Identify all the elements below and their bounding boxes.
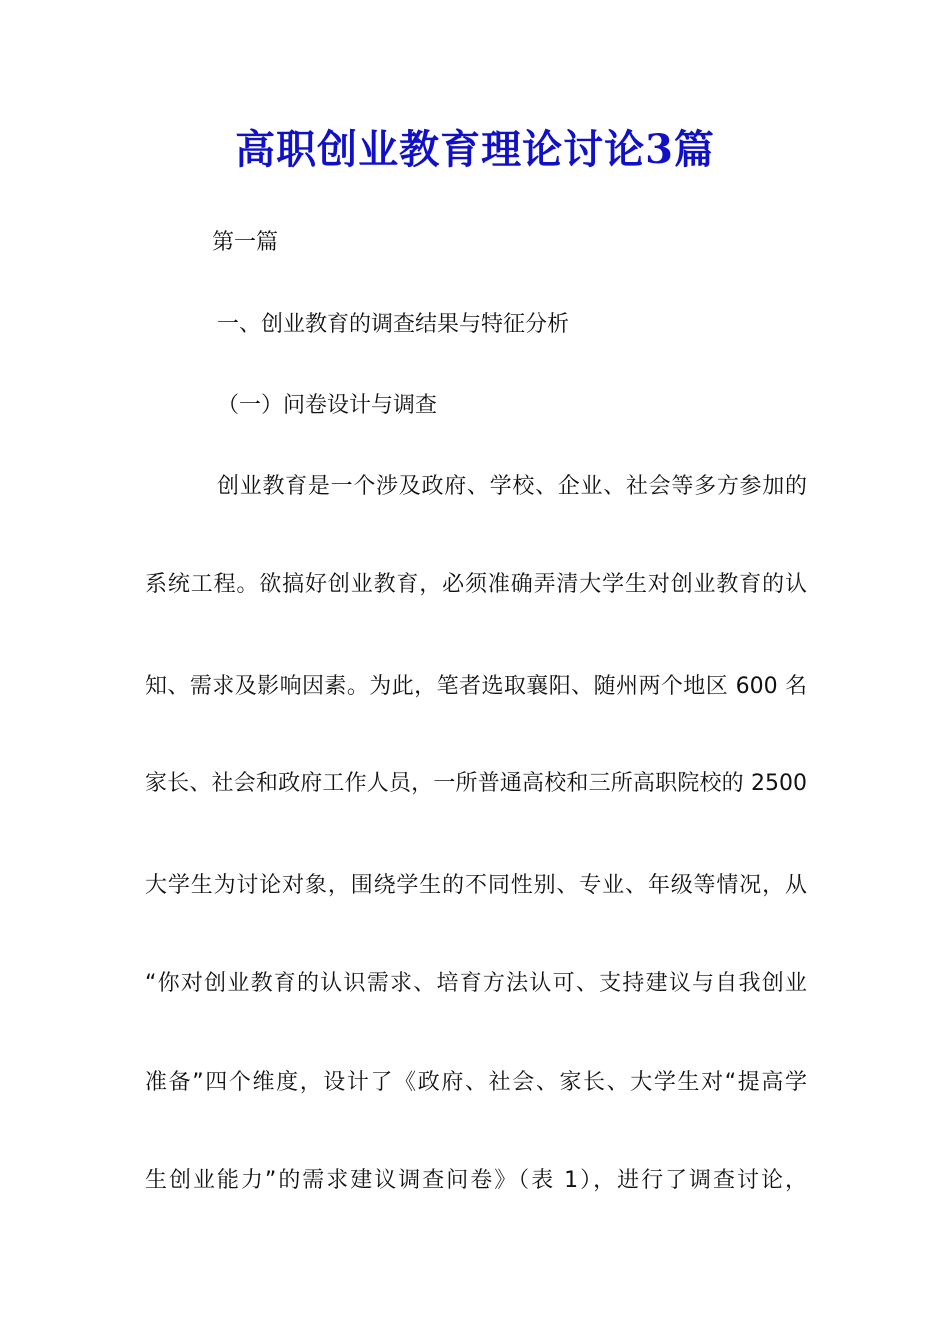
heading-level-1: 一、创业教育的调查结果与特征分析 [217,312,570,337]
section-label: 第一篇 [212,230,279,255]
paragraph-line: 家长、社会和政府工作人员，一所普通高校和三所高职院校的 2500 [145,771,807,796]
paragraph-line: “你对创业教育的认识需求、培育方法认可、支持建议与自我创业 [145,971,807,996]
paragraph-line: 创业教育是一个涉及政府、学校、企业、社会等多方参加的 [217,474,807,499]
paragraph-line: 生创业能力”的需求建议调查问卷》（表 1），进行了调查讨论， [145,1168,807,1193]
paragraph-line: 准备”四个维度，设计了《政府、社会、家长、大学生对“提高学 [145,1070,807,1095]
paragraph-line: 知、需求及影响因素。为此，笔者选取襄阳、随州两个地区 600 名 [145,674,807,699]
paragraph-line: 大学生为讨论对象，围绕学生的不同性别、专业、年级等情况，从 [145,873,807,898]
document-title: 高职创业教育理论讨论3篇 [235,126,715,173]
heading-level-2: （一）问卷设计与调查 [217,393,438,418]
paragraph-line: 系统工程。欲搞好创业教育，必须准确弄清大学生对创业教育的认 [145,572,807,597]
